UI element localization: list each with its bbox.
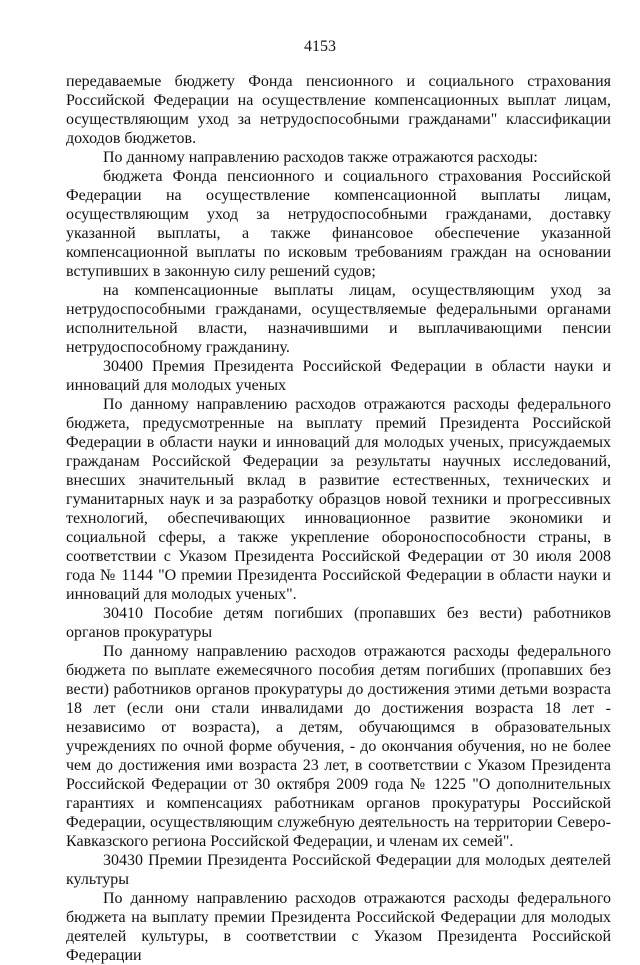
- body-text: [66, 72, 611, 965]
- paragraph: бюджета Фонда пенсионного и социального страхования Российской Федерации на осуществление компенсационной выплаты лицам, осуществляющим уход за нетрудоспособными гражданами, доставку указанной выплаты, а также финансовое обеспечение указанной компенсационной выплаты по исковым требованиям граждан на основании вступивших в законную силу решений судов;: [66, 168, 611, 280]
- section-heading: 30400 Премия Президента Российской Федерации в области науки и инноваций для молодых ученых: [66, 358, 611, 394]
- paragraph: передаваемые бюджету Фонда пенсионного и социального страхования Российской Федерации на осуществление компенсационных выплат лицам, осуществляющим уход за нетрудоспособными гражданами" классификации доходов бюджетов.: [66, 73, 611, 147]
- paragraph: По данному направлению расходов также отражаются расходы:: [103, 149, 538, 166]
- page-number: 4153: [304, 38, 336, 55]
- section-heading: 30430 Премии Президента Российской Федерации для молодых деятелей культуры: [66, 852, 611, 888]
- paragraph: По данному направлению расходов отражаются расходы федерального бюджета на выплату премии Президента Российской Федерации для молодых деятелей культуры, в соответствии с Указом Президента Российской Федерации: [66, 890, 611, 964]
- section-heading: 30410 Пособие детям погибших (пропавших без вести) работников органов прокуратуры: [66, 605, 611, 641]
- paragraph: По данному направлению расходов отражаются расходы федерального бюджета по выплате ежемесячного пособия детям погибших (пропавших без вести) работников органов прокуратуры до достижения этими детьми возраста 18 лет (если они стали инвалидами до достижения возраста 18 лет - независимо от возраста), а детям, обучающимся в образовательных учреждениях по очной форме обучения, - до окончания обучения, но не более чем до достижения ими возраста 23 лет, в соответствии с Указом Президента Российской Федерации от 30 октября 2009 года № 1225 "О дополнительных гарантиях и компенсациях работникам органов прокуратуры Российской Федерации, осуществляющим служебную деятельность на территории Северо-Кавказского региона Российской Федерации, и членам их семей".: [66, 643, 611, 850]
- paragraph: По данному направлению расходов отражаются расходы федерального бюджета, предусмотренные на выплату премий Президента Российской Федерации в области науки и инноваций для молодых ученых, присуждаемых гражданам Российской Федерации за результаты научных исследований, внесших значительный вклад в развитие естественных, технических и гуманитарных наук и за разработку образцов новой техники и прогрессивных технологий, обеспечивающих инновационное развитие экономики и социальной сферы, а также укрепление обороноспособности страны, в соответствии с Указом Президента Российской Федерации от 30 июля 2008 года № 1144 "О премии Президента Российской Федерации в области науки и инноваций для молодых ученых".: [66, 396, 611, 603]
- paragraph: на компенсационные выплаты лицам, осуществляющим уход за нетрудоспособными гражданами, осуществляемые федеральными органами исполнительной власти, назначившими и выплачивающими пенсии нетрудоспособному гражданину.: [66, 282, 611, 356]
